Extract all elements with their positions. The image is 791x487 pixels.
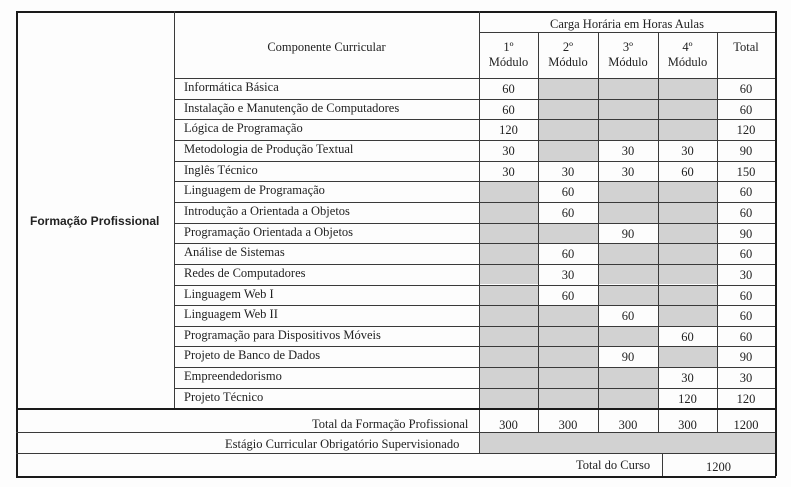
empty-cell-shade	[599, 327, 658, 347]
empty-cell-shade	[480, 389, 538, 409]
row-line	[174, 99, 775, 100]
border-top	[16, 11, 775, 13]
course-name: Inglês Técnico	[184, 162, 258, 177]
row-total-cell: 60	[739, 247, 753, 262]
course-name: Linguagem Web II	[184, 307, 278, 322]
module-label: Módulo	[548, 55, 588, 69]
empty-cell-shade	[599, 244, 658, 264]
empty-cell-shade	[480, 306, 538, 326]
grand-total-cell: 1200	[733, 418, 759, 432]
module-hours-cell: 60	[561, 247, 575, 262]
module-hours-cell: 30	[502, 164, 515, 179]
empty-cell-shade	[539, 347, 598, 367]
module-hours-cell: 90	[621, 350, 635, 365]
course-name: Redes de Computadores	[184, 265, 306, 280]
module-hours-cell: 120	[499, 123, 518, 138]
course-name: Projeto de Banco de Dados	[184, 348, 321, 363]
row-total-cell: 120	[736, 391, 756, 406]
row-total-cell: 60	[739, 82, 753, 96]
m1-col-divider	[479, 11, 480, 453]
module-hours-cell: 30	[621, 143, 635, 158]
empty-cell-shade	[480, 182, 538, 202]
body-bottom-line	[16, 408, 775, 410]
empty-cell-shade	[539, 389, 598, 409]
col-divider	[538, 32, 539, 432]
border-bottom	[16, 476, 776, 478]
module-hours-cell: 60	[561, 185, 575, 200]
course-name: Análise de Sistemas	[184, 245, 285, 260]
course-total-label: Total do Curso	[576, 458, 651, 472]
name-col-divider	[174, 11, 175, 408]
empty-cell-shade	[659, 224, 717, 244]
row-total-cell: 150	[736, 164, 756, 179]
course-name: Empreendedorismo	[184, 369, 282, 384]
internship-label: Estágio Curricular Obrigatório Supervisionado	[225, 437, 460, 451]
module-hours-cell: 60	[621, 309, 635, 324]
module-label: Módulo	[608, 55, 648, 69]
row-line	[174, 367, 775, 368]
empty-cell-shade	[480, 347, 538, 367]
row-total-cell: 60	[739, 102, 753, 117]
row-line	[174, 326, 775, 327]
course-name: Linguagem de Programação	[184, 183, 325, 198]
empty-cell-shade	[599, 389, 658, 409]
empty-cell-shade	[480, 327, 538, 347]
course-name: Introdução a Orientada a Objetos	[184, 203, 350, 218]
empty-cell-shade	[539, 306, 598, 326]
module-hours-cell: 60	[502, 82, 515, 96]
empty-cell-shade	[659, 100, 717, 120]
row-total-cell: 30	[739, 371, 753, 386]
empty-cell-shade	[480, 368, 538, 388]
module-hours-cell: 60	[681, 329, 694, 344]
row-line	[174, 223, 775, 224]
row-total-cell: 60	[739, 329, 753, 344]
module-header	[658, 40, 717, 70]
empty-cell-shade	[659, 182, 717, 202]
border-left	[16, 11, 18, 476]
empty-cell-shade	[659, 306, 717, 326]
empty-cell-shade	[659, 265, 717, 285]
row-total-cell: 90	[739, 226, 753, 241]
row-total-cell: 120	[736, 123, 756, 138]
course-name: Metodologia de Produção Textual	[184, 141, 354, 156]
empty-cell-shade	[539, 100, 598, 120]
row-total-cell: 60	[739, 205, 753, 220]
empty-cell-shade	[659, 286, 717, 306]
empty-cell-shade	[599, 182, 658, 202]
empty-cell-shade	[659, 347, 717, 367]
row-line	[174, 181, 775, 182]
course-name: Lógica de Programação	[184, 121, 303, 136]
module-hours-cell: 60	[681, 164, 694, 179]
module-hours-cell: 30	[621, 164, 635, 179]
module-hours-cell: 60	[502, 102, 515, 117]
empty-cell-shade	[539, 79, 598, 99]
internship-shade	[480, 433, 775, 453]
section-label: Formação Profissional	[30, 214, 160, 228]
total-header: Total	[733, 40, 759, 54]
row-total-cell: 90	[739, 143, 753, 158]
totals-label: Total da Formação Profissional	[312, 417, 469, 431]
module-header	[479, 40, 538, 70]
empty-cell-shade	[599, 286, 658, 306]
module-number: 1º	[503, 40, 514, 54]
module-hours-cell: 30	[502, 143, 515, 158]
course-name: Projeto Técnico	[184, 389, 264, 404]
course-name: Linguagem Web I	[184, 286, 274, 301]
empty-cell-shade	[539, 368, 598, 388]
module-number: 4º	[682, 40, 693, 54]
course-name: Programação Orientada a Objetos	[184, 224, 354, 239]
header-sub-line	[479, 32, 775, 33]
module-total-cell: 300	[499, 418, 518, 432]
empty-cell-shade	[659, 203, 717, 223]
row-line	[174, 119, 775, 120]
module-number: 3º	[622, 40, 634, 54]
row-line	[174, 243, 775, 244]
empty-cell-shade	[599, 100, 658, 120]
module-hours-cell: 120	[678, 391, 697, 406]
row-total-cell: 60	[739, 309, 753, 324]
row-line	[174, 202, 775, 203]
module-hours-cell: 60	[561, 205, 575, 220]
workload-header: Carga Horária em Horas Aulas	[550, 17, 704, 31]
empty-cell-shade	[599, 79, 658, 99]
row-line	[174, 161, 775, 162]
course-name: Programação para Dispositivos Móveis	[184, 327, 381, 342]
row-line	[174, 140, 775, 141]
module-header	[538, 40, 598, 70]
module-hours-cell: 30	[681, 371, 694, 386]
row-total-cell: 60	[739, 185, 753, 200]
module-total-cell: 300	[558, 418, 578, 432]
module-label: Módulo	[488, 55, 529, 69]
empty-cell-shade	[480, 244, 538, 264]
module-hours-cell: 30	[561, 267, 575, 282]
module-hours-cell: 30	[681, 143, 694, 158]
course-name: Informática Básica	[184, 80, 279, 94]
header-bottom-line	[174, 78, 775, 79]
module-total-cell: 300	[618, 418, 638, 432]
row-total-cell: 30	[739, 267, 753, 282]
module-header	[598, 40, 658, 70]
row-line	[174, 264, 775, 265]
module-hours-cell: 90	[621, 226, 635, 241]
empty-cell-shade	[659, 120, 717, 140]
border-right	[775, 11, 777, 476]
component-header: Componente Curricular	[267, 40, 386, 54]
row-line	[174, 305, 775, 306]
empty-cell-shade	[539, 327, 598, 347]
row-line	[174, 285, 775, 286]
row-line	[174, 346, 775, 347]
empty-cell-shade	[480, 224, 538, 244]
row-total-cell: 60	[739, 288, 753, 303]
empty-cell-shade	[599, 120, 658, 140]
empty-cell-shade	[480, 265, 538, 285]
module-total-cell: 300	[678, 418, 697, 432]
empty-cell-shade	[539, 224, 598, 244]
empty-cell-shade	[599, 368, 658, 388]
empty-cell-shade	[539, 141, 598, 161]
empty-cell-shade	[480, 286, 538, 306]
module-number: 2º	[562, 40, 574, 54]
row-total-cell: 90	[739, 350, 753, 365]
row-line	[174, 388, 775, 389]
module-hours-cell: 30	[561, 164, 575, 179]
empty-cell-shade	[599, 203, 658, 223]
module-hours-cell: 60	[561, 288, 575, 303]
empty-cell-shade	[659, 79, 717, 99]
empty-cell-shade	[480, 203, 538, 223]
module-label: Módulo	[667, 55, 708, 69]
empty-cell-shade	[659, 244, 717, 264]
course-name: Instalação e Manutenção de Computadores	[184, 100, 400, 115]
course-total-value: 1200	[706, 460, 731, 474]
empty-cell-shade	[539, 120, 598, 140]
empty-cell-shade	[599, 265, 658, 285]
